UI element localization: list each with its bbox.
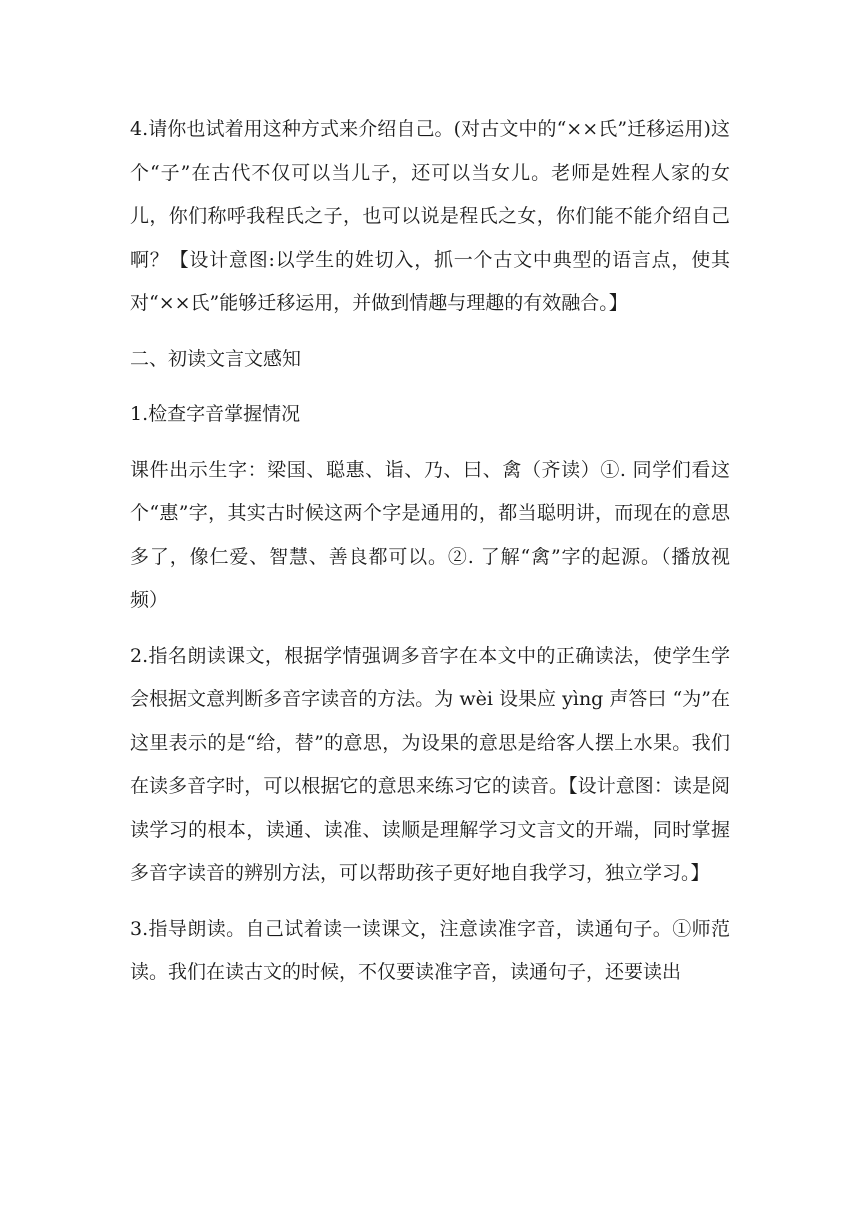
subheading-check-pronunciation: 1.检查字音掌握情况 — [130, 403, 301, 425]
paragraph-introduce-yourself: 4.请你也试着用这种方式来介绍自己。(对古文中的“××氏”迁移运用)这个“子”在古代不仅可以当儿子，还可以当女儿。老师是姓程人家的女儿，你们称呼我程氏之子，也可以说是程氏之女，你们能不能介绍自己啊？【设计意图:以学生的姓切入，抓一个古文中典型的语言点，使其对“××氏”能够迁移运用，并做到情趣与理趣的有效融合。】 — [130, 118, 730, 314]
section-heading-first-reading: 二、初读文言文感知 — [130, 347, 302, 370]
paragraph-new-characters: 课件出示生字：梁国、聪惠、诣、乃、曰、禽（齐读）①. 同学们看这个“惠”字，其实古时候这两个字是通用的，都当聪明讲，而现在的意思多了，像仁爱、智慧、善良都可以。②. 了解“禽”字的起源。（播放视频） — [130, 458, 730, 611]
paragraph-polyphonic-characters: 2.指名朗读课文，根据学情强调多音字在本文中的正确读法，使学生学会根据文意判断多音字读音的方法。为 wèi 设果应 yìng 声答曰 “为”在这里表示的是“给，替”的意思，为设果的意思是给客人摆上水果。我们在读多音字时，可以根据它的意思来练习它的读音。【设计意图：读是阅读学习的根本，读通、读准、读顺是理解学习文言文的开端，同时掌握多音字读音的辨别方法，可以帮助孩子更好地自我学习，独立学习。】 — [130, 644, 730, 884]
document-body — [130, 108, 730, 1007]
paragraph-guided-reading: 3.指导朗读。自己试着读一读课文，注意读准字音，读通句子。①师范读。我们在读古文的时候，不仅要读准字音，读通句子，还要读出 — [130, 917, 730, 983]
